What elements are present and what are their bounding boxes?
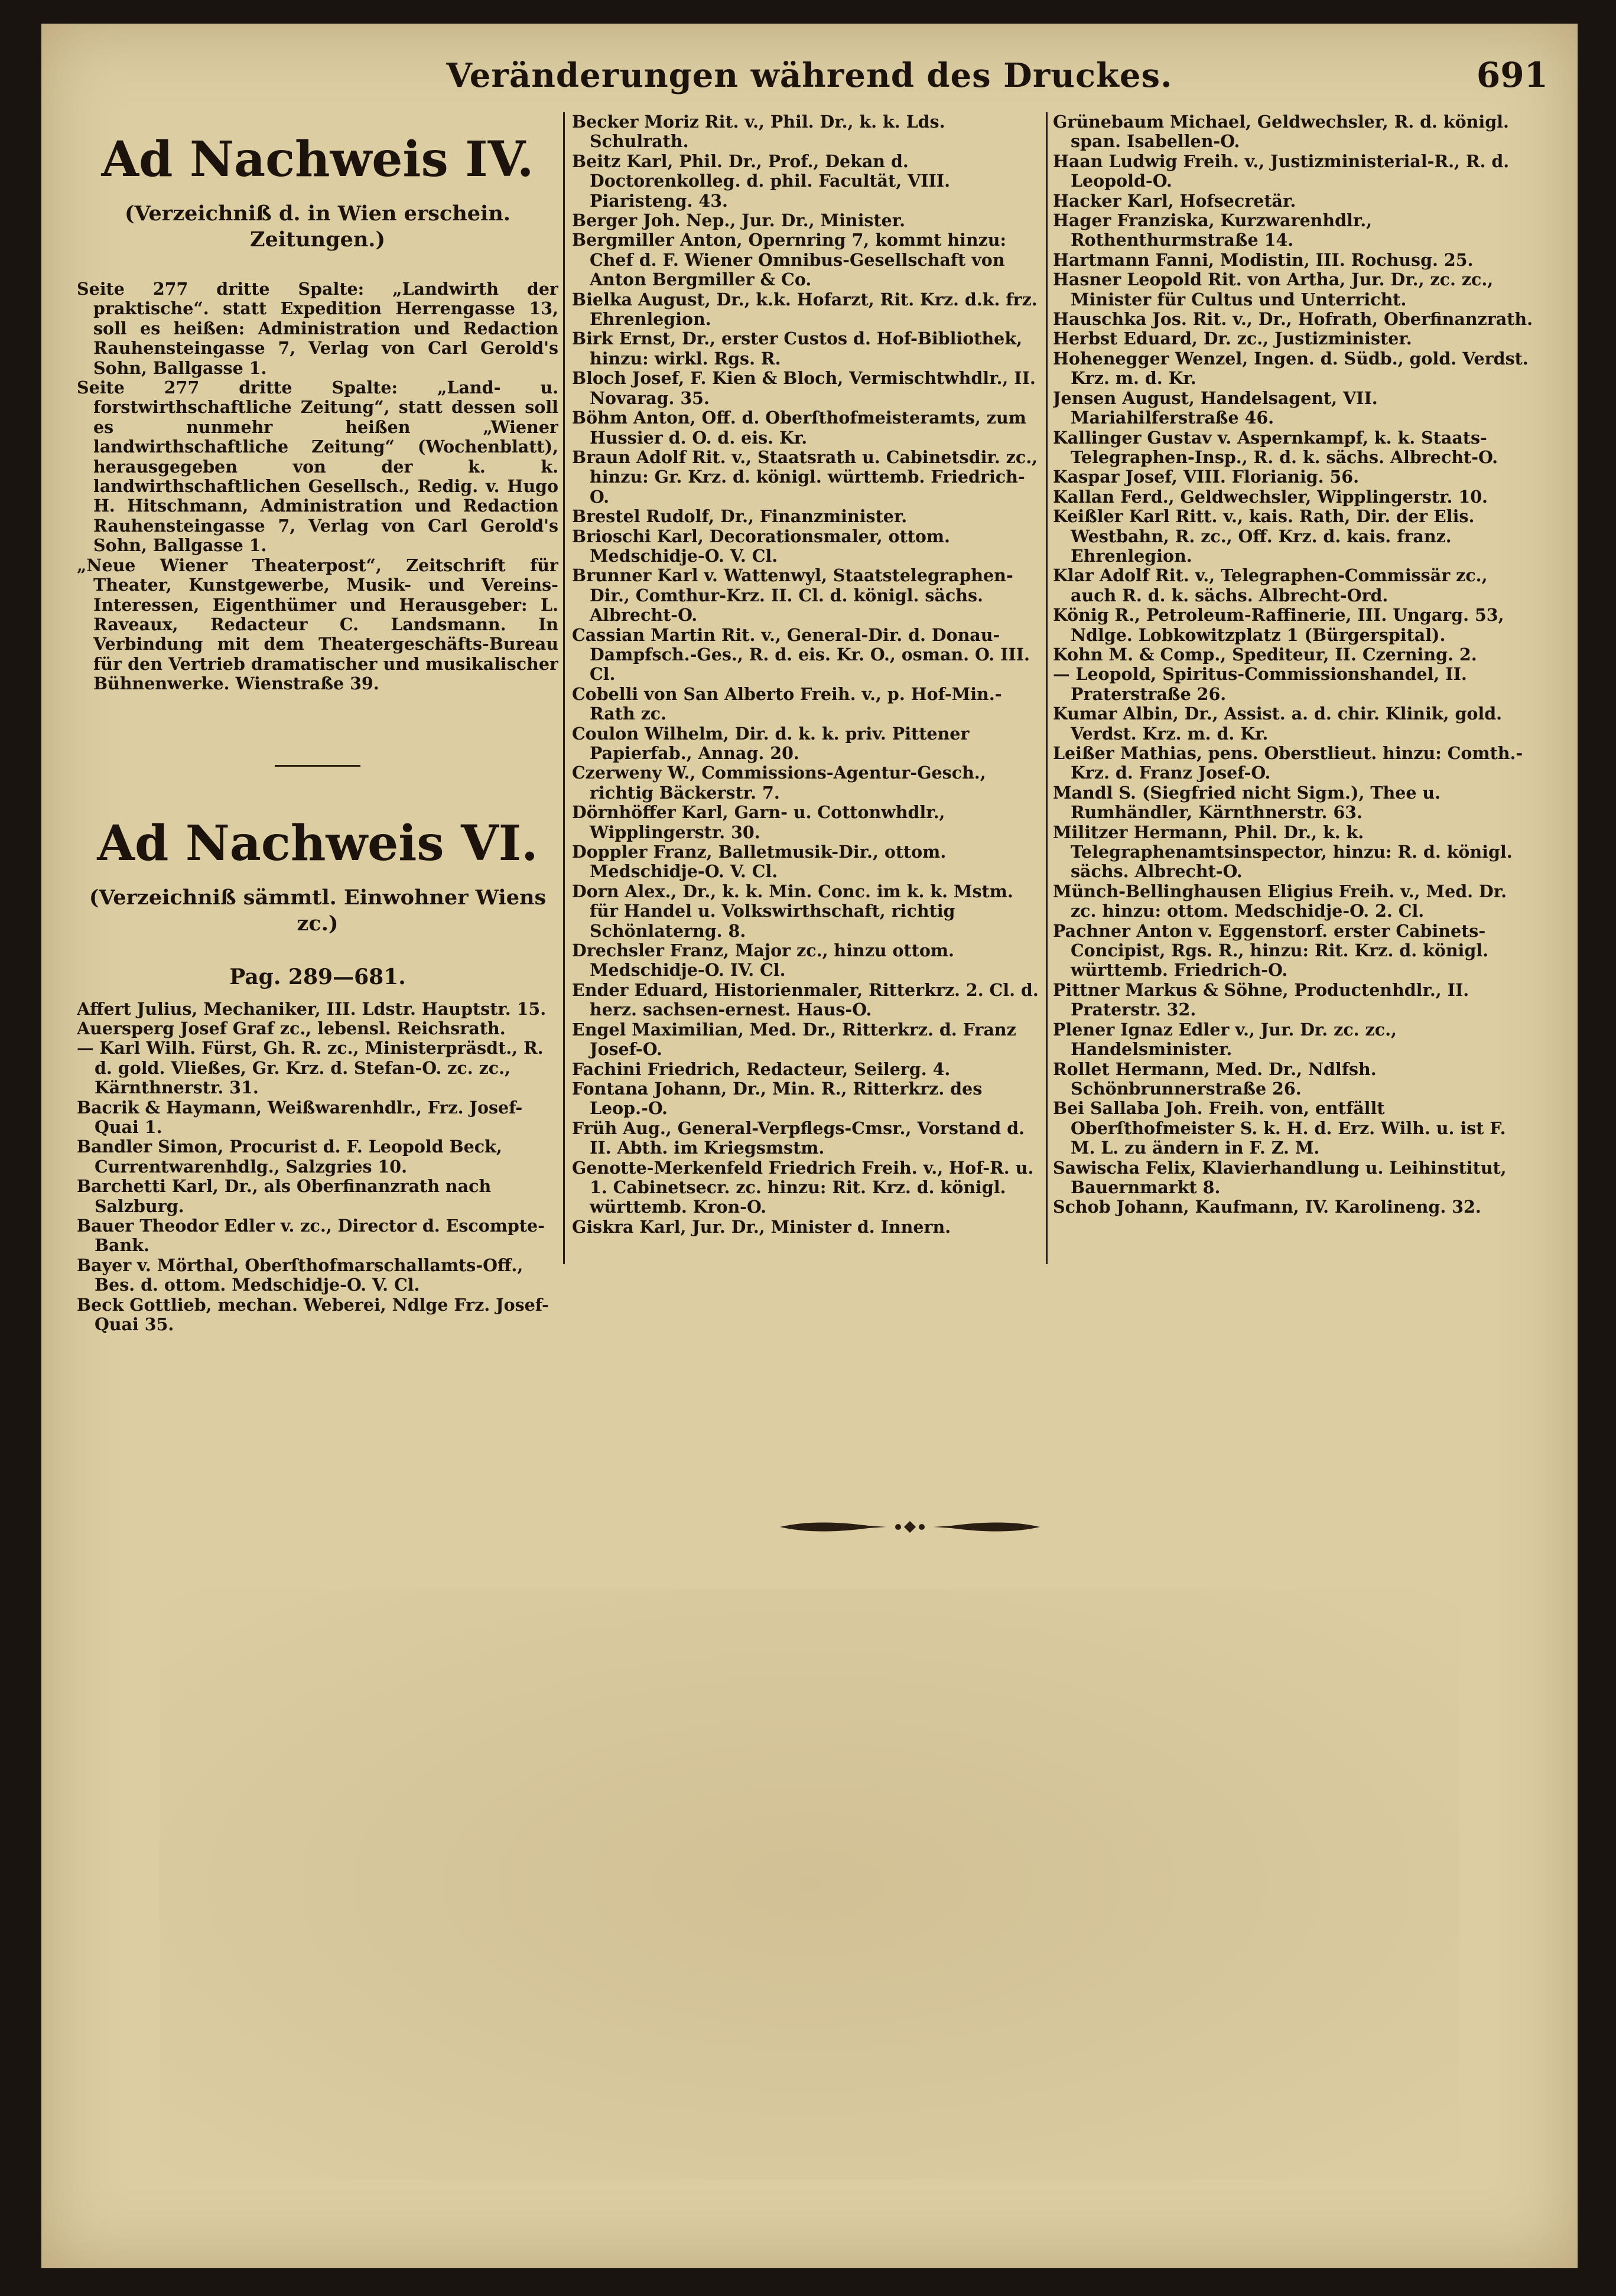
directory-entry: Bauer Theodor Edler v. zc., Director d. Escompte-Bank.: [77, 1216, 545, 1256]
directory-entry: Mandl S. (Siegfried nicht Sigm.), Thee u. Rumhändler, Kärnthnerstr. 63.: [1053, 782, 1441, 823]
paragraph: Seite 277 dritte Spalte: „Land- u. forstwirthschaftliche Zeitung“, statt dessen soll es nunmehr heißen „Wiener landwirthschaftliche Zeitung“ (Wochenblatt), herausgegeben von der k. k. landwirthschaftlichen Gesellsch., Redig. v. Hugo H. Hitschmann, Administration und Redaction Rauhensteingasse 7, Verlag von Carl Gerold's Sohn, Ballgasse 1.: [77, 377, 558, 556]
directory-entry: Hager Franziska, Kurzwarenhdlr., Rothenthurmstraße 14.: [1053, 210, 1373, 250]
directory-entry: — Leopold, Spiritus-Commissionshandel, II. Praterstraße 26.: [1053, 664, 1467, 704]
directory-entry: Hasner Leopold Rit. von Artha, Jur. Dr., zc. zc., Minister für Cultus und Unterricht.: [1053, 269, 1494, 310]
directory-entry: Plener Ignaz Edler v., Jur. Dr. zc. zc., Handelsminister.: [1053, 1019, 1397, 1060]
directory-entry: Coulon Wilhelm, Dir. d. k. k. priv. Pittener Papierfab., Annag. 20.: [572, 723, 970, 763]
directory-entry: Bergmiller Anton, Opernring 7, kommt hinzu: Chef d. F. Wiener Omnibus-Gesellschaft von Anton Bergmiller & Co.: [572, 230, 1007, 290]
directory-entry: Drechsler Franz, Major zc., hinzu ottom. Medschidje-O. IV. Cl.: [572, 940, 954, 981]
directory-entry: Affert Julius, Mechaniker, III. Ldstr. Hauptstr. 15.: [77, 998, 547, 1019]
directory-entry: Berger Joh. Nep., Jur. Dr., Minister.: [572, 210, 906, 231]
directory-entry: Militzer Hermann, Phil. Dr., k. k. Telegraphenamtsinspector, hinzu: R. d. königl. sächs. Albrecht-O.: [1053, 822, 1513, 882]
directory-entry: Bacrik & Haymann, Weißwarenhdlr., Frz. Josef-Quai 1.: [77, 1097, 523, 1137]
paragraph: Seite 277 dritte Spalte: „Landwirth der praktische“. statt Expedition Herrengasse 13, soll es heißen: Administration und Redaction Rauhensteingasse 7, Verlag von Carl Gerold's Sohn, Ballgasse 1.: [77, 279, 558, 378]
section-subtitle-nachweis-vi: (Verzeichniß sämmtl. Einwohner Wiens zc.): [89, 885, 547, 936]
directory-entry: Rollet Hermann, Med. Dr., Ndlfsh. Schönbrunnerstraße 26.: [1053, 1059, 1377, 1099]
section-divider: [275, 765, 360, 767]
directory-entry: Klar Adolf Rit. v., Telegraphen-Commissär zc., auch R. d. k. sächs. Albrecht-Ord.: [1053, 565, 1488, 605]
directory-entry: Brunner Karl v. Wattenwyl, Staatstelegraphen-Dir., Comthur-Krz. II. Cl. d. königl. sächs. Albrecht-O.: [572, 565, 1013, 626]
directory-entry: Hauschka Jos. Rit. v., Dr., Hofrath, Oberfinanzrath.: [1053, 309, 1533, 330]
directory-entry: Kumar Albin, Dr., Assist. a. d. chir. Klinik, gold. Verdst. Krz. m. d. Kr.: [1053, 704, 1503, 744]
directory-entry: Bayer v. Mörthal, Oberſthofmarschallamts-Off., Bes. d. ottom. Medschidje-O. V. Cl.: [77, 1255, 524, 1295]
ornament-divider: [780, 1515, 1040, 1539]
section-title-nachweis-iv: Ad Nachweis IV.: [101, 131, 534, 188]
show-through-area: [160, 1589, 1459, 2180]
directory-entry: Leißer Mathias, pens. Oberstlieut. hinzu: Comth.-Krz. d. Franz Josef-O.: [1053, 743, 1523, 783]
directory-entry: Sawischa Felix, Klavierhandlung u. Leihinstitut, Bauernmarkt 8.: [1053, 1157, 1507, 1197]
directory-entry: Früh Aug., General-Verpflegs-Cmsr., Vorstand d. II. Abth. im Kriegsmstm.: [572, 1118, 1025, 1158]
directory-entry: Grünebaum Michael, Geldwechsler, R. d. königl. span. Isabellen-O.: [1053, 112, 1509, 152]
directory-entry: Pittner Markus & Söhne, Productenhdlr., II. Praterstr. 32.: [1053, 979, 1469, 1020]
directory-entry: Fachini Friedrich, Redacteur, Seilerg. 4.: [572, 1059, 951, 1079]
directory-entry: Czerweny W., Commissions-Agentur-Gesch., richtig Bäckerstr. 7.: [572, 763, 986, 803]
entry-list: [1053, 112, 1534, 1217]
directory-entry: Böhm Anton, Off. d. Oberſthofmeisteramts, zum Hussier d. O. d. eis. Kr.: [572, 408, 1026, 448]
directory-entry: Keißler Karl Ritt. v., kais. Rath, Dir. der Elis. Westbahn, R. zc., Off. Krz. d. kais. franz. Ehrenlegion.: [1053, 506, 1475, 566]
directory-entry: Bei Sallaba Joh. Freih. von, entfällt Oberſthofmeister S. k. H. d. Erz. Wilh. u. ist F. M. L. zu ändern in F. Z. M.: [1053, 1098, 1506, 1158]
directory-entry: Dörnhöffer Karl, Garn- u. Cottonwhdlr., Wipplingerstr. 30.: [572, 802, 945, 842]
directory-entry: Beck Gottlieb, mechan. Weberei, Ndlge Frz. Josef-Quai 35.: [77, 1294, 549, 1335]
directory-entry: Brioschi Karl, Decorationsmaler, ottom. Medschidje-O. V. Cl.: [572, 526, 950, 566]
directory-entry: Dorn Alex., Dr., k. k. Min. Conc. im k. k. Mstm. für Handel u. Volkswirthschaft, richtig Schönlaterng. 8.: [572, 881, 1013, 941]
directory-entry: König R., Petroleum-Raffinerie, III. Ungarg. 53, Ndlge. Lobkowitzplatz 1 (Bürgerspital).: [1053, 605, 1504, 645]
directory-entry: — Karl Wilh. Fürst, Gh. R. zc., Ministerpräsdt., R. d. gold. Vließes, Gr. Krz. d. Stefan-O. zc. zc., Kärnthnerstr. 31.: [77, 1038, 544, 1098]
directory-entry: Fontana Johann, Dr., Min. R., Ritterkrz. des Leop.-O.: [572, 1078, 983, 1119]
section-subtitle-nachweis-iv: (Verzeichniß d. in Wien erschein. Zeitungen.): [125, 201, 511, 252]
directory-entry: Barchetti Karl, Dr., als Oberfinanzrath nach Salzburg.: [77, 1176, 492, 1216]
directory-entry: Bielka August, Dr., k.k. Hofarzt, Rit. Krz. d.k. frz. Ehrenlegion.: [572, 289, 1038, 330]
directory-entry: Engel Maximilian, Med. Dr., Ritterkrz. d. Franz Josef-O.: [572, 1019, 1016, 1060]
section-title-nachweis-vi: Ad Nachweis VI.: [97, 815, 538, 872]
directory-entry: Kallan Ferd., Geldwechsler, Wipplingerstr. 10.: [1053, 486, 1488, 507]
directory-entry: Kohn M. & Comp., Spediteur, II. Czerning. 2.: [1053, 644, 1477, 665]
page-range: Pag. 289—681.: [229, 964, 406, 989]
directory-entry: Schob Johann, Kaufmann, IV. Karolineng. 32.: [1053, 1197, 1481, 1217]
directory-entry: Doppler Franz, Balletmusik-Dir., ottom. Medschidje-O. V. Cl.: [572, 842, 947, 882]
entry-list: [572, 112, 1040, 1237]
directory-entry: Braun Adolf Rit. v., Staatsrath u. Cabinetsdir. zc., hinzu: Gr. Krz. d. königl. württemb. Friedrich-O.: [572, 447, 1038, 507]
running-title: Veränderungen während des Druckes.: [446, 56, 1173, 95]
directory-entry: Hacker Karl, Hofsecretär.: [1053, 190, 1296, 211]
directory-entry: Bandler Simon, Procurist d. F. Leopold Beck, Currentwarenhdlg., Salzgries 10.: [77, 1136, 502, 1177]
directory-entry: Auersperg Josef Graf zc., lebensl. Reichsrath.: [77, 1018, 506, 1038]
directory-entry: Birk Ernst, Dr., erster Custos d. Hof-Bibliothek, hinzu: wirkl. Rgs. R.: [572, 328, 1022, 369]
directory-entry: Kaspar Josef, VIII. Florianig. 56.: [1053, 467, 1359, 487]
directory-entry: Herbst Eduard, Dr. zc., Justizminister.: [1053, 328, 1412, 349]
entry-list: [77, 999, 558, 1335]
directory-entry: Cassian Martin Rit. v., General-Dir. d. Donau-Dampfsch.-Ges., R. d. eis. Kr. O., osman. O. III. Cl.: [572, 624, 1030, 685]
directory-entry: Ender Eduard, Historienmaler, Ritterkrz. 2. Cl. d. herz. sachsen-ernest. Haus-O.: [572, 979, 1039, 1020]
directory-entry: Genotte-Merkenfeld Friedrich Freih. v., Hof-R. u. 1. Cabinetsecr. zc. hinzu: Rit. Krz. d. königl. württemb. Kron-O.: [572, 1157, 1034, 1217]
directory-entry: Brestel Rudolf, Dr., Finanzminister.: [572, 506, 908, 527]
directory-entry: Jensen August, Handelsagent, VII. Mariahilferstraße 46.: [1053, 387, 1378, 428]
column-divider: [1046, 112, 1048, 1264]
directory-entry: Becker Moriz Rit. v., Phil. Dr., k. k. Lds. Schulrath.: [572, 112, 945, 152]
directory-entry: Giskra Karl, Jur. Dr., Minister d. Innern.: [572, 1216, 951, 1237]
directory-entry: Beitz Karl, Phil. Dr., Prof., Dekan d. Doctorenkolleg. d. phil. Facultät, VIII. Piaristeng. 43.: [572, 151, 951, 211]
directory-entry: Kallinger Gustav v. Aspernkampf, k. k. Staats-Telegraphen-Insp., R. d. k. sächs. Albrecht-O.: [1053, 427, 1498, 467]
column-divider: [563, 112, 565, 1264]
page-number: 691: [1476, 55, 1548, 95]
directory-entry: Cobelli von San Alberto Freih. v., p. Hof-Min.-Rath zc.: [572, 683, 1002, 724]
directory-entry: Hohenegger Wenzel, Ingen. d. Südb., gold. Verdst. Krz. m. d. Kr.: [1053, 348, 1529, 389]
page-header: [41, 38, 1578, 103]
directory-entry: Hartmann Fanni, Modistin, III. Rochusg. 25.: [1053, 249, 1474, 270]
paragraph: „Neue Wiener Theaterpost“, Zeitschrift für Theater, Kunstgewerbe, Musik- und Vereins-Interessen, Eigenthümer und Herausgeber: L. Raveaux, Redacteur C. Landsmann. In Verbindung mit dem Theatergeschäfts-Bureau für den Vertrieb dramatischer und musikalischer Bühnenwerke. Wienstraße 39.: [77, 555, 558, 694]
directory-entry: Pachner Anton v. Eggenstorf. erster Cabinets-Concipist, Rgs. R., hinzu: Rit. Krz. d. königl. württemb. Friedrich-O.: [1053, 920, 1489, 981]
document-page: [41, 24, 1578, 2268]
directory-entry: Münch-Bellinghausen Eligius Freih. v., Med. Dr. zc. hinzu: ottom. Medschidje-O. 2. Cl.: [1053, 881, 1507, 921]
directory-entry: Haan Ludwig Freih. v., Justizministerial-R., R. d. Leopold-O.: [1053, 151, 1510, 191]
directory-entry: Bloch Josef, F. Kien & Bloch, Vermischtwhdlr., II. Novarag. 35.: [572, 368, 1036, 408]
